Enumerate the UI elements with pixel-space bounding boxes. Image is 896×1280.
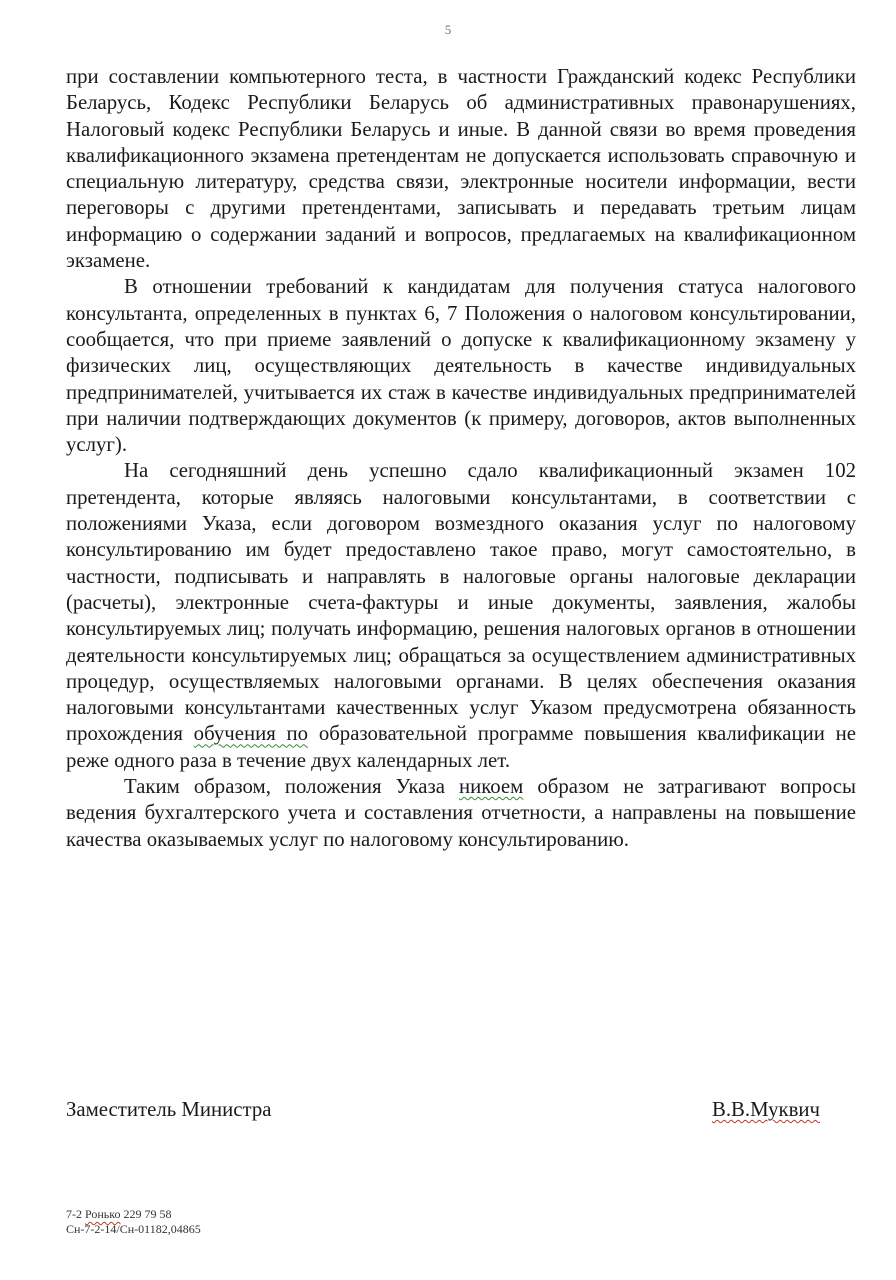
paragraph-text: образом не затрагивают вопросы ведения бухгалтерского учета и составления отчетности, а направлены на повышение качества оказываемых услуг по налоговому консультированию. — [66, 775, 856, 851]
spellcheck-underlined-word: обучения по — [193, 722, 309, 746]
spellcheck-underlined-word: никоем — [458, 775, 524, 799]
footer-info — [66, 1207, 201, 1237]
paragraph — [66, 274, 856, 458]
signature-block — [66, 1097, 820, 1123]
signer-position: Заместитель Министра — [66, 1098, 272, 1121]
paragraph-text: Таким образом, положения Указа — [124, 775, 459, 799]
contact-prefix: 7-2 — [66, 1207, 85, 1221]
paragraph — [66, 64, 856, 274]
paragraph-text: при составлении компьютерного теста, в частности Гражданский кодекс Республики Беларусь, Кодекс Республики Беларусь об административных правонарушениях, Налоговый кодекс Республики Беларусь и иные. В данной связи во время проведения квалификационного экзамена претендентам не допускается использовать справочную и специальную литературу, средства связи, электронные носители информации, вести переговоры с другими претендентами, записывать и передавать третьим лицам информацию о содержании заданий и вопросов, предлагаемых на квалификационном экзамене. — [66, 65, 856, 273]
contact-line — [66, 1207, 201, 1222]
contact-name: Ронько — [85, 1207, 121, 1221]
paragraph — [66, 774, 856, 853]
page-number: 5 — [444, 22, 452, 37]
paragraph-text: В отношении требований к кандидатам для получения статуса налогового консультанта, определенных в пунктах 6, 7 Положения о налоговом консультировании, сообщается, что при приеме заявлений о допуске к квалификационному экзамену у физических лиц, осуществляющих деятельность в качестве индивидуальных предпринимателей, учитывается их стаж в качестве индивидуальных предпринимателей при наличии подтверждающих документов (к примеру, договоров, актов выполненных услуг). — [66, 275, 856, 457]
paragraph-text: образовательной программе повышения квалификации не реже одного раза в течение двух календарных лет. — [66, 722, 856, 772]
document-reference: Сн-7-2-14/Сн-01182,04865 — [66, 1222, 201, 1236]
paragraph-text: На сегодняшний день успешно сдало квалификационный экзамен 102 претендента, которые являясь налоговыми консультантами, в соответствии с положениями Указа, если договором возмездного оказания услуг по налоговому консультированию им будет предоставлено такое право, могут самостоятельно, в частности, подписывать и направлять в налоговые органы налоговые декларации (расчеты), электронные счета-фактуры и иные документы, заявления, жалобы консультируемых лиц; получать информацию, решения налоговых органов в отношении деятельности консультируемых лиц; обращаться за осуществлением административных процедур, осуществляемых налоговыми органами. В целях обеспечения оказания налоговыми консультантами качественных услуг Указом предусмотрена обязанность прохождения — [66, 459, 856, 746]
signer-name: В.В.Муквич — [711, 1098, 820, 1121]
document-body — [66, 64, 856, 853]
contact-phone: 229 79 58 — [120, 1207, 172, 1221]
paragraph — [66, 458, 856, 774]
